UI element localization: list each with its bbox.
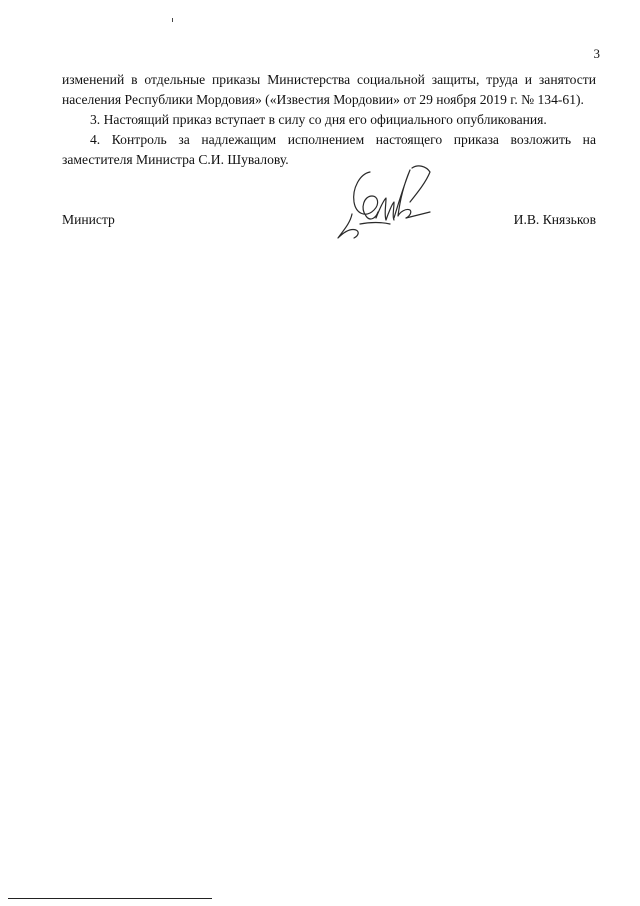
handwritten-signature xyxy=(330,158,440,246)
signer-title: Министр xyxy=(62,212,115,227)
document-body xyxy=(62,70,596,170)
signer-name: И.В. Князьков xyxy=(513,212,596,227)
paragraph-item-4: 4. Контроль за надлежащим исполнением настоящего приказа возложить на заместителя Министра С.И. Шувалову. xyxy=(62,132,596,167)
footer-rule xyxy=(8,898,212,899)
page-number: 3 xyxy=(593,46,600,61)
paragraph-item-3: 3. Настоящий приказ вступает в силу со дня его официального опубликования. xyxy=(90,112,547,127)
signature-block xyxy=(62,212,596,242)
scan-mark xyxy=(172,18,173,22)
paragraph-continuation: изменений в отдельные приказы Министерства социальной защиты, труда и занятости населения Республики Мордовия» («Известия Мордовии» от 29 ноября 2019 г. № 134-61). xyxy=(62,72,596,107)
